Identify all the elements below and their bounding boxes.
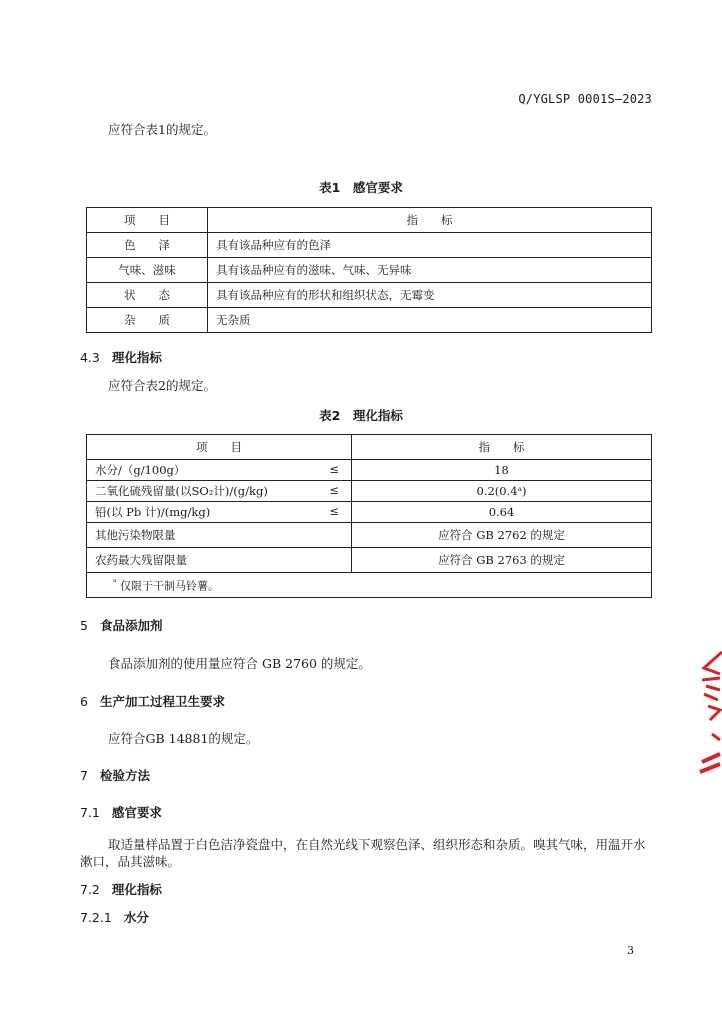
less-equal-symbol: ≤ [329, 462, 339, 476]
table-cell: 具有该品种应有的形状和组织状态，无霉变 [208, 283, 652, 308]
item-label: 水分/（g/100g） [95, 463, 186, 477]
table-row [87, 258, 652, 283]
table-header-cell: 项 目 [87, 208, 208, 233]
section-5-heading [80, 616, 162, 634]
seal-icon [698, 650, 722, 780]
section-number: 5 [80, 618, 88, 633]
section-7-2-1-heading [80, 908, 149, 926]
section-7-1-text-line2: 漱口，品其滋味。 [80, 854, 181, 869]
section-7-2-heading [80, 880, 162, 898]
table-cell: 应符合 GB 2763 的规定 [352, 548, 652, 573]
section-number: 7 [80, 768, 88, 783]
section-4-3-text: 应符合表2的规定。 [108, 378, 216, 393]
table-row [87, 523, 652, 548]
table-cell: 应符合 GB 2762 的规定 [352, 523, 652, 548]
red-seal-stamp-fragment [698, 650, 722, 780]
table-row [87, 233, 652, 258]
table-header-cell: 指 标 [208, 208, 652, 233]
table-header-cell: 项 目 [87, 435, 352, 460]
table-cell: 状 态 [87, 283, 208, 308]
table2-caption: 表2 理化指标 [319, 408, 403, 423]
note-mark: ᵃ [113, 576, 117, 588]
table-header-row [87, 435, 652, 460]
table-cell: 具有该品种应有的色泽 [208, 233, 652, 258]
table-note-row [87, 573, 652, 598]
table2-physicochemical-indicators [86, 434, 652, 598]
section-6-text: 应符合GB 14881的规定。 [108, 731, 259, 746]
table-row [87, 481, 652, 502]
less-equal-symbol: ≤ [329, 504, 339, 518]
table-row [87, 283, 652, 308]
note-text: 仅限于干制马铃薯。 [120, 579, 220, 593]
table-header-cell: 指 标 [352, 435, 652, 460]
table-cell: 其他污染物限量 [87, 523, 352, 548]
table-cell: 色 泽 [87, 233, 208, 258]
intro-text: 应符合表1的规定。 [108, 122, 216, 137]
table-cell: 0.2(0.4ᵃ) [352, 481, 652, 502]
table1-caption: 表1 感官要求 [319, 180, 403, 195]
document-id-header: Q/YGLSP 0001S—2023 [518, 92, 652, 106]
table-cell: 杂 质 [87, 308, 208, 333]
section-number: 6 [80, 694, 88, 709]
table-row [87, 502, 652, 523]
section-4-3-heading [80, 348, 162, 366]
section-number: 7.2.1 [80, 910, 112, 925]
section-7-1-heading [80, 803, 162, 821]
section-7-1-text-line1: 取适量样品置于白色洁净瓷盘中，在自然光线下观察色泽、组织形态和杂质。嗅其气味，用温开水 [108, 837, 646, 852]
section-title: 食品添加剂 [99, 618, 163, 633]
table-header-row [87, 208, 652, 233]
table-row [87, 308, 652, 333]
section-title: 检验方法 [99, 768, 150, 783]
section-5-text: 食品添加剂的使用量应符合 GB 2760 的规定。 [108, 656, 371, 671]
table-note [87, 573, 652, 598]
table-cell [87, 502, 352, 523]
section-title: 理化指标 [111, 350, 162, 365]
section-title: 生产加工过程卫生要求 [99, 694, 225, 709]
table-cell: 0.64 [352, 502, 652, 523]
section-number: 7.2 [80, 882, 100, 897]
table1-sensory-requirements [86, 207, 652, 333]
table-cell: 具有该品种应有的滋味、气味、无异味 [208, 258, 652, 283]
section-title: 感官要求 [111, 805, 162, 820]
table-cell: 气味、滋味 [87, 258, 208, 283]
table-row [87, 460, 652, 481]
table-cell [87, 481, 352, 502]
section-title: 水分 [123, 910, 149, 925]
section-title: 理化指标 [111, 882, 162, 897]
table-cell: 无杂质 [208, 308, 652, 333]
table-cell [87, 460, 352, 481]
table-cell: 农药最大残留限量 [87, 548, 352, 573]
section-6-heading [80, 692, 225, 710]
table-cell: 18 [352, 460, 652, 481]
section-number: 4.3 [80, 350, 100, 365]
table-row [87, 548, 652, 573]
item-label: 二氧化硫残留量(以SO₂计)/(g/kg) [95, 484, 268, 498]
page-number: 3 [627, 944, 634, 957]
less-equal-symbol: ≤ [329, 483, 339, 497]
item-label: 铅(以 Pb 计)/(mg/kg) [95, 505, 211, 519]
section-number: 7.1 [80, 805, 100, 820]
section-7-heading [80, 766, 150, 784]
